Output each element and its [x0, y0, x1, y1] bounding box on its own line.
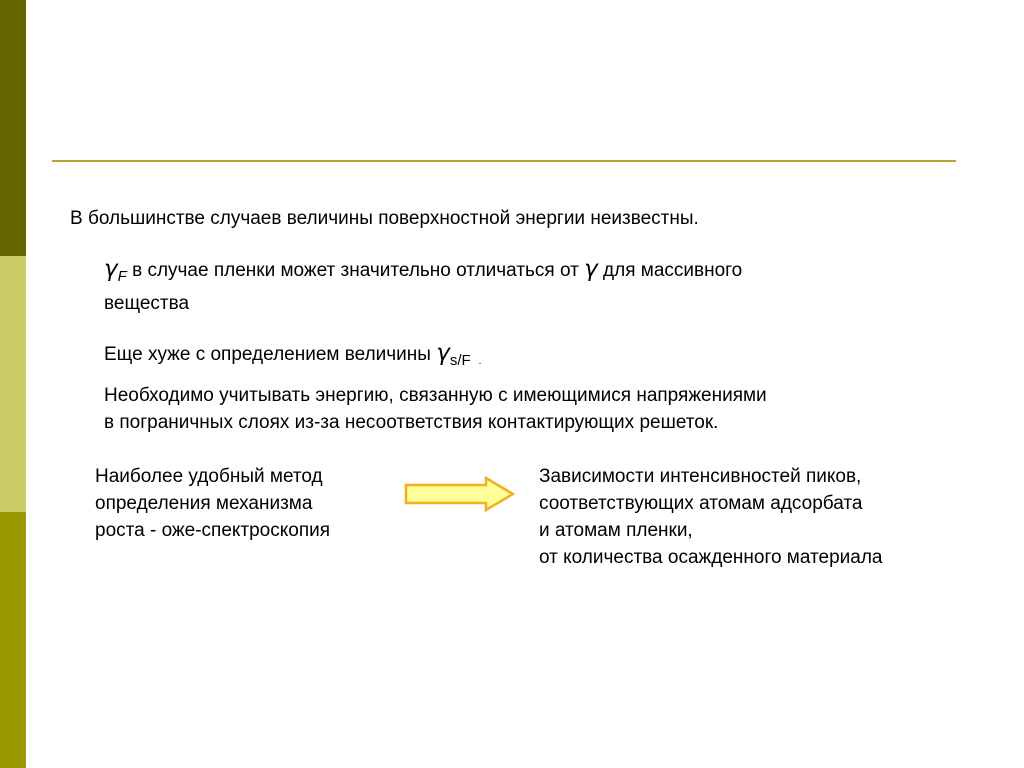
method-line-1: Наиболее удобный метод — [95, 466, 323, 487]
gamma-subscript: F — [117, 268, 127, 285]
gamma-sf-symbol: γ — [436, 340, 450, 366]
gamma-symbol-2: γ — [584, 256, 598, 282]
gamma-f-text-1: в случае пленки может значительно отличаться от — [126, 260, 585, 281]
worse-text: Еще хуже с определением величины — [104, 344, 437, 365]
need-line-2: в пограничных слоях из-за несоответствия контактирующих решеток. — [104, 412, 719, 433]
gamma-f-line-2: вещества — [104, 293, 190, 314]
gamma-f-paragraph — [104, 256, 742, 317]
dependence-text — [539, 463, 882, 571]
gamma-sf-subscript: s/F — [449, 352, 471, 369]
method-text — [95, 463, 330, 544]
worse-trailing-dot: . — [478, 356, 482, 367]
need-line-1: Необходимо учитывать энергию, связанную с имеющимися напряжениями — [104, 385, 767, 406]
worse-paragraph — [104, 340, 481, 375]
gamma-symbol: γ — [104, 256, 118, 282]
dependence-line-2: соответствующих атомам адсорбата — [539, 493, 863, 514]
need-paragraph — [104, 382, 767, 436]
intro-text: В большинстве случаев величины поверхностной энергии неизвестны. — [70, 208, 699, 229]
sidebar-olive-block — [0, 512, 26, 768]
method-line-3: роста - оже-спектроскопия — [95, 520, 331, 541]
dependence-line-1: Зависимости интенсивностей пиков, — [539, 466, 862, 487]
title-divider — [52, 160, 956, 162]
sidebar-dark-block — [0, 0, 26, 256]
sidebar-light-block — [0, 256, 26, 512]
gamma-f-text-2: для массивного — [597, 260, 743, 281]
method-line-2: определения механизма — [95, 493, 313, 514]
dependence-line-3: и атомам пленки, — [539, 520, 693, 541]
dependence-line-4: от количества осажденного материала — [539, 547, 883, 568]
right-arrow-icon — [404, 476, 516, 512]
